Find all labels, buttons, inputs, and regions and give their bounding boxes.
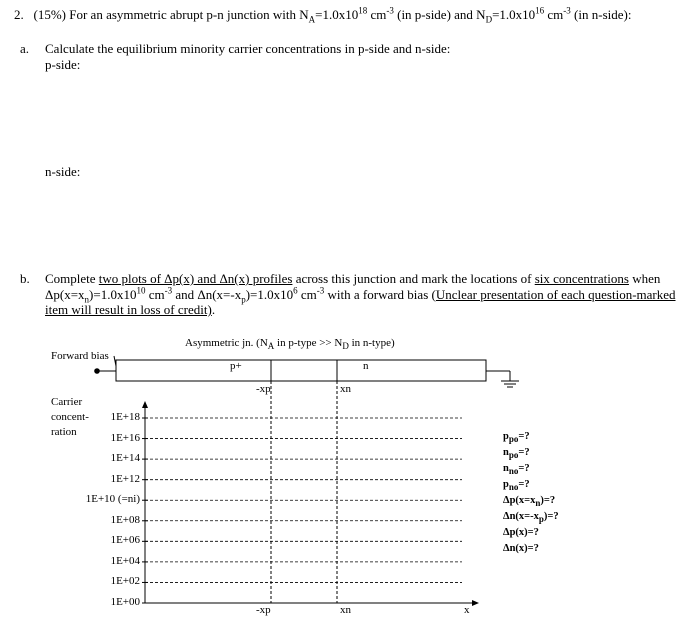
sub: D (342, 341, 349, 352)
text: across this junction and mark the locations of (292, 271, 535, 286)
sub: A (267, 341, 275, 352)
sub: p (538, 514, 544, 525)
text: in n-type) (348, 337, 395, 349)
y-tick-label: 1E+02 (110, 575, 140, 588)
nd-value: =1.0x10 (492, 7, 536, 22)
xn-bottom-label: xn (340, 604, 351, 616)
text: Δn(x=-x (503, 511, 539, 522)
y-tick-label: 1E+14 (110, 452, 140, 465)
bias-terminal (94, 368, 100, 374)
n-region-label: n (363, 360, 369, 372)
unit-exp: -3 (563, 5, 571, 16)
text: Asymmetric jn. (N (185, 337, 268, 349)
dn-x-question: Δn(x)=? (503, 543, 539, 554)
dp-x-question: Δp(x)=? (503, 527, 539, 538)
nd-sub: D (485, 14, 493, 25)
text: p (503, 431, 509, 442)
text: p (503, 479, 509, 490)
unit-exp: -3 (386, 5, 394, 16)
text: n (503, 447, 509, 458)
na-exp: 18 (358, 5, 368, 16)
ppo-question (503, 431, 530, 445)
x-axis-arrow-icon (472, 600, 479, 606)
text: Δp(x=x (503, 495, 536, 506)
problem-number: 2. (14, 7, 24, 22)
x-axis-label: x (464, 604, 470, 616)
y-tick-label: 1E+06 (110, 534, 140, 547)
problem-weight: (15%) (33, 7, 66, 22)
y-tick-label: 1E+04 (110, 554, 140, 567)
y-label-line1: Carrier (51, 396, 83, 408)
text: when (628, 271, 661, 286)
npo-question (503, 447, 530, 461)
unit: cm (367, 7, 387, 22)
problem-text: (in p-side) and N (393, 7, 486, 22)
underlined-text: Unclear presentation of each question-marked (435, 287, 676, 302)
y-label-line3: ration (51, 426, 77, 438)
part-a-text: Calculate the equilibrium minority carrier concentrations in p-side and n-side: (45, 41, 451, 56)
sub: no (508, 482, 519, 493)
y-tick-label: 1E+16 (110, 431, 140, 444)
sub: po (508, 434, 519, 445)
text: Δp(x=x (45, 287, 85, 302)
problem-text: For an asymmetric abrupt p-n junction with N (69, 7, 309, 22)
y-tick-label: 1E+10 (=ni) (85, 493, 140, 506)
text: )=? (543, 511, 559, 522)
underlined-text: six concentrations (534, 271, 629, 286)
p-side-label: p-side: (45, 57, 81, 72)
text: )=1.0x10 (245, 287, 294, 302)
text: )=1.0x10 (89, 287, 137, 302)
dp-xn-question (503, 495, 556, 509)
text: =? (518, 463, 530, 474)
depletion-region (271, 360, 337, 381)
sup: -3 (164, 285, 173, 296)
forward-bias-label: Forward bias (51, 350, 109, 362)
sub: p (241, 294, 246, 305)
sub: n (84, 294, 90, 305)
n-side-label: n-side: (45, 164, 81, 179)
text: =? (518, 479, 530, 490)
text: with a forward bias ( (324, 287, 436, 302)
sup: 10 (136, 285, 146, 296)
sub: po (508, 450, 519, 461)
text: cm (145, 287, 165, 302)
y-tick-label: 1E+18 (110, 411, 140, 423)
text: =? (518, 447, 530, 458)
text: =? (518, 431, 530, 442)
sup: 6 (293, 285, 298, 296)
problem-text: (in n-side): (570, 7, 632, 22)
text: Complete (45, 271, 99, 286)
part-a-label: a. (20, 41, 30, 56)
part-b-label: b. (20, 271, 30, 286)
text: . (211, 302, 216, 317)
nd-exp: 16 (535, 5, 545, 16)
sub: n (535, 498, 541, 509)
y-tick-label: 1E+00 (110, 596, 140, 608)
underlined-text: two plots of Δp(x) and Δn(x) profiles (98, 271, 293, 286)
xp-bottom-label: -xp (256, 604, 271, 616)
unit: cm (544, 7, 564, 22)
xn-top-label: xn (340, 383, 351, 395)
text: )=? (540, 495, 556, 506)
dn-xp-question (503, 511, 559, 525)
text: cm (297, 287, 317, 302)
y-axis-arrow-icon (142, 401, 148, 408)
underlined-text: item will result in loss of credit) (45, 302, 212, 317)
y-tick-label: 1E+08 (110, 513, 140, 526)
p-region-label: p+ (230, 360, 242, 372)
sub: no (508, 466, 519, 477)
text: and Δn(x=-x (172, 287, 242, 302)
xp-top-label: -xp (256, 383, 271, 395)
y-tick-label: 1E+12 (110, 472, 140, 485)
na-value: =1.0x10 (315, 7, 359, 22)
nno-question (503, 463, 530, 477)
sup: -3 (316, 285, 325, 296)
gridlines (142, 418, 462, 603)
pno-question (503, 479, 530, 493)
text: in p-type >> N (274, 337, 343, 349)
y-label-line2: concent- (51, 411, 89, 423)
text: n (503, 463, 509, 474)
na-sub: A (308, 14, 316, 25)
